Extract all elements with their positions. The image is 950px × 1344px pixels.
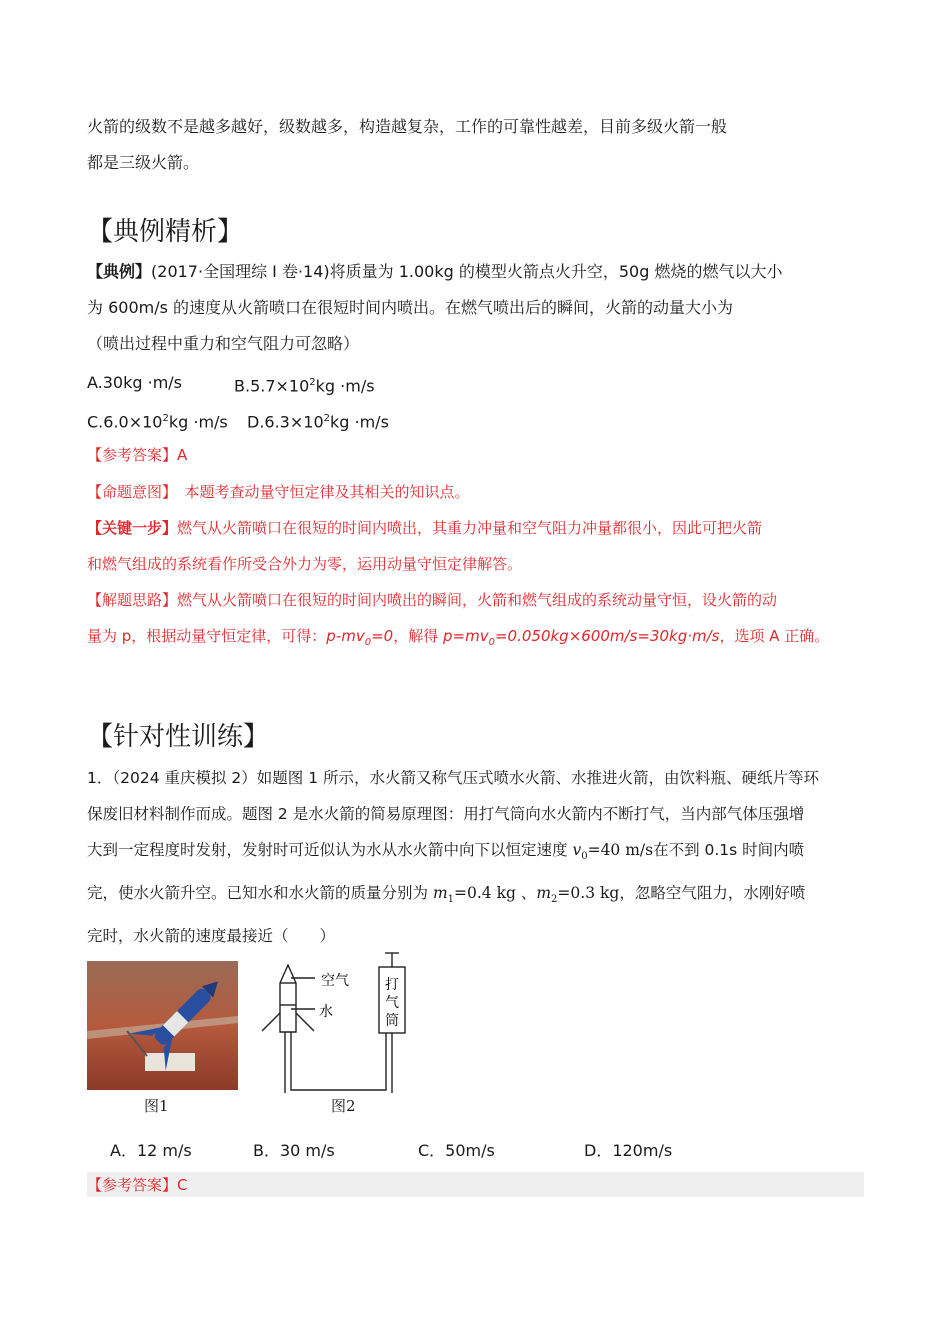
option-c-post: kg ·m/s <box>168 412 228 432</box>
q1-answer <box>87 1173 188 1197</box>
solution-line-2b: ，解得 <box>393 627 444 645</box>
diagram-label-water: 水 <box>319 1004 333 1020</box>
example-solution <box>87 582 865 661</box>
diagram-label-pump-2: 气 <box>385 995 399 1011</box>
solution-label: 【解题思路】 <box>87 591 178 609</box>
example-intent <box>87 474 865 510</box>
example-option-c <box>87 407 228 434</box>
m2-sub: 2 <box>551 894 558 906</box>
figure-1-caption: 图1 <box>144 1097 169 1115</box>
q1-option-b: B．30 m/s <box>253 1141 335 1160</box>
key-step-line-2: 和燃气组成的系统看作所受合外力为零，运用动量守恒定律解答。 <box>87 555 523 573</box>
intent-label: 【命题意图】 <box>87 483 170 501</box>
example-option-a <box>87 371 182 395</box>
diagram-tube-inner <box>291 1032 386 1090</box>
v-value: =40 m/s <box>587 841 654 859</box>
training-question-1 <box>87 760 865 954</box>
q1-line-4b: ，忽略空气阻力，水刚好喷 <box>619 884 806 903</box>
q1-option-d: D．120m/s <box>584 1141 673 1160</box>
answer-label: 【参考答案】 <box>87 446 178 464</box>
diagram-label-air: 空气 <box>321 973 349 989</box>
intro-line-2: 都是三级火箭。 <box>87 153 200 172</box>
intro-line-1: 火箭的级数不是越多越好，级数越多，构造越复杂，工作的可靠性越差，目前多级火箭一般 <box>87 117 728 136</box>
q1-option-c: C．50m/s <box>418 1141 495 1160</box>
option-c-pre: C.6.0×10 <box>87 412 163 432</box>
example-stem-2: 为 600m/s 的速度从火箭喷口在很短时间内喷出。在燃气喷出后的瞬间，火箭的动量大小为 <box>87 298 734 317</box>
v-symbol: v <box>572 841 582 859</box>
diagram-left-leg <box>262 1013 280 1031</box>
option-d-post: kg ·m/s <box>330 412 389 432</box>
figure-2-diagram <box>255 945 420 1093</box>
intent-text: 本题考查动量守恒定律及其相关的知识点。 <box>169 483 470 501</box>
m2-value: =0.3 kg <box>557 884 620 903</box>
formula-2-sub: 0 <box>488 637 495 648</box>
solution-line-2c: ，选项 A 正确。 <box>719 627 830 645</box>
option-b-post: kg ·m/s <box>315 376 375 396</box>
q1-m1 <box>432 884 516 906</box>
option-a-text: A.30kg ·m/s <box>87 373 183 392</box>
key-step-line-1: 燃气从火箭喷口在很短的时间内喷出，其重力冲量和空气阻力冲量都很小，因此可把火箭 <box>177 519 763 537</box>
mass-sep: 、 <box>515 884 537 903</box>
q1-line-3b: 在不到 0.1s 时间内喷 <box>653 841 805 859</box>
answer-value: A <box>177 446 188 464</box>
formula-1a: p-mv <box>326 627 365 645</box>
m1-value: =0.4 kg <box>454 884 516 903</box>
option-d-sup: 2 <box>323 413 330 424</box>
q1-answer-value: C <box>177 1176 188 1194</box>
solution-line-1: 燃气从火箭喷口在很短的时间内喷出的瞬间，火箭和燃气组成的系统动量守恒，设火箭的动 <box>177 591 778 609</box>
q1-line-1: 1．（2024 重庆模拟 2）如题图 1 所示，水火箭又称气压式喷水火箭、水推进火箭，由饮料瓶、硬纸片等环 <box>87 769 819 787</box>
option-d-pre: D.6.3×10 <box>247 412 324 432</box>
figure-2-caption: 图2 <box>331 1097 356 1115</box>
q1-velocity <box>572 841 654 863</box>
diagram-tube-outer <box>285 1032 392 1093</box>
diagram-label-pump-3: 筒 <box>385 1013 399 1029</box>
example-option-b <box>234 371 375 398</box>
m2-symbol: m <box>536 884 552 903</box>
diagram-right-leg <box>296 1013 314 1031</box>
formula-2a: p=mv <box>443 627 489 645</box>
example-answer <box>87 437 865 473</box>
example-option-d <box>247 407 389 434</box>
m1-sub: 1 <box>447 894 455 906</box>
option-b-sup: 2 <box>309 377 316 388</box>
formula-2b: =0.050kg×600m/s=30kg·m/s <box>494 627 720 645</box>
q1-line-4a: 完，使水火箭升空。已知水和水火箭的质量分别为 <box>87 884 433 903</box>
example-question <box>87 254 865 362</box>
intro-paragraph <box>87 109 865 181</box>
example-label: 【典例】 <box>87 262 152 281</box>
formula-1-sub: 0 <box>364 637 372 648</box>
figure-1-photo <box>87 961 238 1090</box>
example-stem-3: （喷出过程中重力和空气阻力可忽略） <box>87 334 360 353</box>
q1-line-2: 保废旧材料制作而成。题图 2 是水火箭的简易原理图：用打气筒向水火箭内不断打气，当内部气体压强增 <box>87 805 805 823</box>
diagram-label-pump-1: 打 <box>385 977 399 993</box>
formula-1b: =0 <box>371 627 394 645</box>
section-heading-example: 【典例精析】 <box>87 217 244 247</box>
photo-launch-base <box>145 1053 195 1071</box>
v-sub: 0 <box>581 851 588 863</box>
q1-line-3a: 大到一定程度时发射，发射时可近似认为水从水火箭中向下以恒定速度 <box>87 841 573 859</box>
option-c-sup: 2 <box>162 413 169 424</box>
example-key-step <box>87 510 865 582</box>
option-b-pre: B.5.7×10 <box>234 376 310 396</box>
section-heading-training: 【针对性训练】 <box>87 722 270 752</box>
q1-line-5: 完时，水火箭的速度最接近（ ） <box>87 927 336 946</box>
q1-answer-label: 【参考答案】 <box>87 1176 178 1194</box>
example-stem-1: (2017·全国理综 I 卷·14)将质量为 1.00kg 的模型火箭点火升空，50g 燃烧的燃气以大小 <box>151 262 783 281</box>
key-step-label: 【关键一步】 <box>87 519 178 537</box>
q1-answer-bar <box>87 1172 864 1197</box>
m1-symbol: m <box>432 884 448 903</box>
diagram-rocket-body <box>280 965 296 1032</box>
q1-m2 <box>536 884 620 906</box>
solution-line-2a: 量为 p，根据动量守恒定律，可得： <box>87 627 327 645</box>
q1-option-a: A．12 m/s <box>110 1141 192 1160</box>
